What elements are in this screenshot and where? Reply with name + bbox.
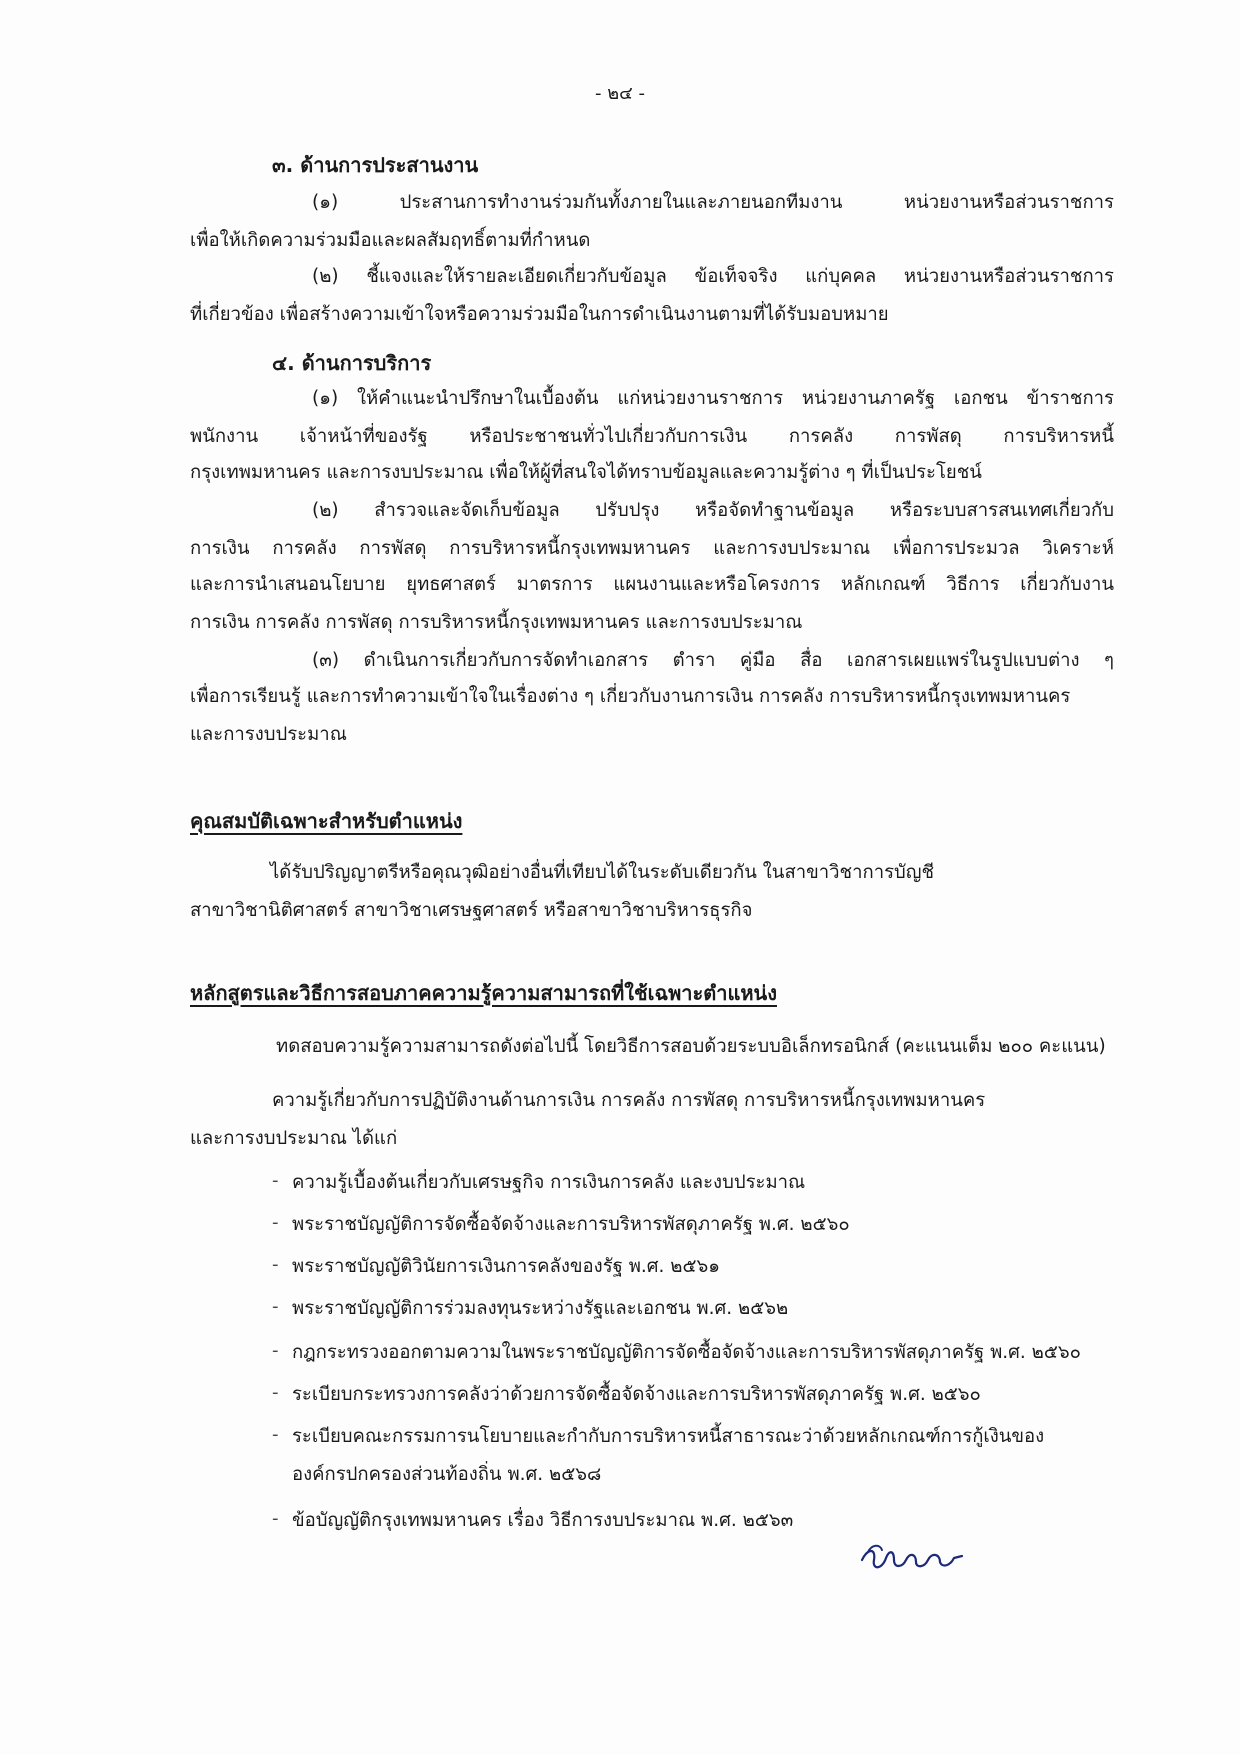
curriculum-knowledge-line-1: ความรู้เกี่ยวกับการปฏิบัติงานด้านการเงิน การคลัง การพัสดุ การบริหารหนี้กรุงเทพมหานคร <box>272 1090 986 1111</box>
list-item: ระเบียบกระทรวงการคลังว่าด้วยการจัดซื้อจัดจ้างและการบริหารพัสดุภาครัฐ พ.ศ. ๒๕๖๐ <box>292 1384 981 1405</box>
section-4-item-2-line-4: การเงิน การคลัง การพัสดุ การบริหารหนี้กรุงเทพมหานคร และการงบประมาณ <box>190 612 803 633</box>
bullet-marker: - <box>272 1170 279 1191</box>
section-4-item-3-line-1: (๓) ดำเนินการเกี่ยวกับการจัดทำเอกสาร ตำรา คู่มือ สื่อ เอกสารเผยแพร่ในรูปแบบต่าง ๆ <box>312 650 1114 671</box>
qualifications-line-2: สาขาวิชานิติศาสตร์ สาขาวิชาเศรษฐศาสตร์ หรือสาขาวิชาบริหารธุรกิจ <box>190 900 753 921</box>
list-item: พระราชบัญญัติการจัดซื้อจัดจ้างและการบริหารพัสดุภาครัฐ พ.ศ. ๒๕๖๐ <box>292 1214 850 1235</box>
section-3-item-1-line-1: (๑) ประสานการทำงานร่วมกันทั้งภายในและภายนอกทีมงาน หน่วยงานหรือส่วนราชการ <box>312 192 1114 213</box>
bullet-marker: - <box>272 1382 279 1403</box>
list-item: ความรู้เบื้องต้นเกี่ยวกับเศรษฐกิจ การเงินการคลัง และงบประมาณ <box>292 1172 806 1193</box>
bullet-marker: - <box>272 1254 279 1275</box>
curriculum-intro: ทดสอบความรู้ความสามารถดังต่อไปนี้ โดยวิธีการสอบด้วยระบบอิเล็กทรอนิกส์ (คะแนนเต็ม ๒๐๐ คะแนน) <box>276 1036 1106 1057</box>
curriculum-knowledge-line-2: และการงบประมาณ ได้แก่ <box>190 1128 398 1149</box>
curriculum-heading: หลักสูตรและวิธีการสอบภาคความรู้ความสามารถที่ใช้เฉพาะตำแหน่ง <box>190 981 777 1005</box>
section-3-item-1-line-2: เพื่อให้เกิดความร่วมมือและผลสัมฤทธิ์ตามที่กำหนด <box>190 230 591 251</box>
section-4-item-3-line-3: และการงบประมาณ <box>190 724 347 745</box>
bullet-marker: - <box>272 1340 279 1361</box>
section-4-item-1-line-3: กรุงเทพมหานคร และการงบประมาณ เพื่อให้ผู้ที่สนใจได้ทราบข้อมูลและความรู้ต่าง ๆ ที่เป็นประโยชน์ <box>190 462 982 483</box>
bullet-marker: - <box>272 1212 279 1233</box>
section-4-heading: ๔. ด้านการบริการ <box>272 351 432 375</box>
section-4-item-1-line-2: พนักงาน เจ้าหน้าที่ของรัฐ หรือประชาชนทั่วไปเกี่ยวกับการเงิน การคลัง การพัสดุ การบริหารหนี้ <box>190 426 1114 447</box>
signature <box>858 1540 968 1576</box>
list-item: พระราชบัญญัติวินัยการเงินการคลังของรัฐ พ.ศ. ๒๕๖๑ <box>292 1256 720 1277</box>
section-3-heading: ๓. ด้านการประสานงาน <box>272 153 479 177</box>
section-4-item-3-line-2: เพื่อการเรียนรู้ และการทำความเข้าใจในเรื่องต่าง ๆ เกี่ยวกับงานการเงิน การคลัง การบริหารหนี้กรุงเทพมหานคร <box>190 686 1071 707</box>
page-number: - ๒๔ - <box>595 83 645 104</box>
list-item: ระเบียบคณะกรรมการนโยบายและกำกับการบริหารหนี้สาธารณะว่าด้วยหลักเกณฑ์การกู้เงินของ <box>292 1426 1045 1447</box>
section-4-item-1-line-1: (๑) ให้คำแนะนำปรึกษาในเบื้องต้น แก่หน่วยงานราชการ หน่วยงานภาครัฐ เอกชน ข้าราชการ <box>312 388 1114 409</box>
list-item: ข้อบัญญัติกรุงเทพมหานคร เรื่อง วิธีการงบประมาณ พ.ศ. ๒๕๖๓ <box>292 1510 794 1531</box>
section-4-item-2-line-2: การเงิน การคลัง การพัสดุ การบริหารหนี้กรุงเทพมหานคร และการงบประมาณ เพื่อการประมวล วิเคราะห์ <box>190 538 1114 559</box>
section-4-item-2-line-1: (๒) สำรวจและจัดเก็บข้อมูล ปรับปรุง หรือจัดทำฐานข้อมูล หรือระบบสารสนเทศเกี่ยวกับ <box>312 500 1114 521</box>
list-item-continuation: องค์กรปกครองส่วนท้องถิ่น พ.ศ. ๒๕๖๘ <box>292 1464 602 1485</box>
bullet-marker: - <box>272 1424 279 1445</box>
bullet-marker: - <box>272 1296 279 1317</box>
list-item: พระราชบัญญัติการร่วมลงทุนระหว่างรัฐและเอกชน พ.ศ. ๒๕๖๒ <box>292 1298 789 1319</box>
section-3-item-2-line-1: (๒) ชี้แจงและให้รายละเอียดเกี่ยวกับข้อมูล ข้อเท็จจริง แก่บุคคล หน่วยงานหรือส่วนราชการ <box>312 266 1114 287</box>
list-item: กฎกระทรวงออกตามความในพระราชบัญญัติการจัดซื้อจัดจ้างและการบริหารพัสดุภาครัฐ พ.ศ. ๒๕๖๐ <box>292 1342 1081 1363</box>
section-4-item-2-line-3: และการนำเสนอนโยบาย ยุทธศาสตร์ มาตรการ แผนงานและหรือโครงการ หลักเกณฑ์ วิธีการ เกี่ยวกับงาน <box>190 574 1114 595</box>
qualifications-heading: คุณสมบัติเฉพาะสำหรับตำแหน่ง <box>190 809 463 833</box>
bullet-marker: - <box>272 1508 279 1529</box>
qualifications-line-1: ได้รับปริญญาตรีหรือคุณวุฒิอย่างอื่นที่เทียบได้ในระดับเดียวกัน ในสาขาวิชาการบัญชี <box>270 862 935 883</box>
section-3-item-2-line-2: ที่เกี่ยวข้อง เพื่อสร้างความเข้าใจหรือความร่วมมือในการดำเนินงานตามที่ได้รับมอบหมาย <box>190 304 889 325</box>
